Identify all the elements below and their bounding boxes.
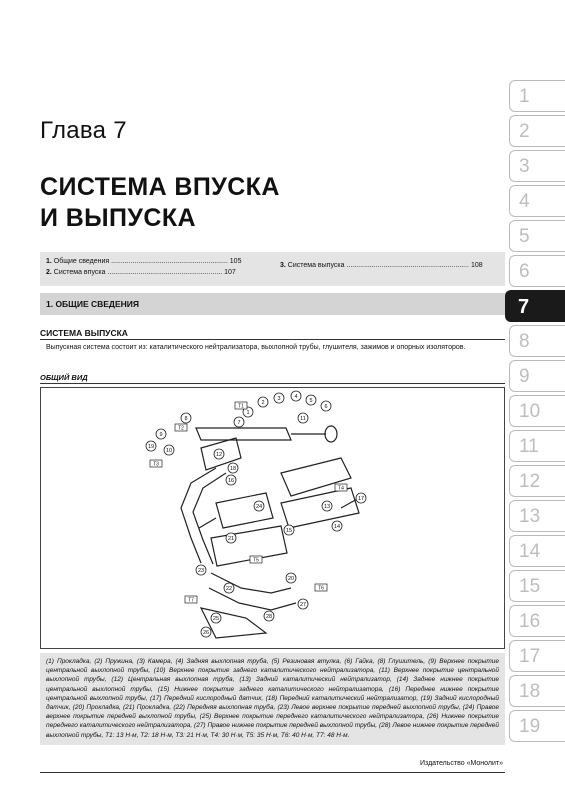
callout-number: 15 <box>285 528 293 534</box>
chapter-tab-14[interactable] <box>509 535 565 567</box>
callout-number: 1 <box>246 410 250 416</box>
chapter-tab-1[interactable] <box>509 80 565 112</box>
callout-number: 13 <box>323 504 331 510</box>
chapter-label: Глава 7 <box>40 117 127 144</box>
toc-item[interactable] <box>280 262 483 269</box>
figure-caption: (1) Прокладка, (2) Пружина, (3) Камера, (4) Задняя выхлопная труба, (5) Резиновая втулка, (6) Гайка, (8) Глушитель, (9) Верхнее покрытие центральной выхлопной трубы, (10) Верхнее покрытие заднего каталитического нейтрализатора, (11) Верхнее покрытие центральной выхлопной трубы, (12) Центральная выхлопная труба, (13) Задний каталитический нейтрализатор, (14) Заднее нижнее покрытие центральной выхлопной трубы, (15) Нижнее покрытие заднего каталитического нейтрализатора, (16) Переднее нижнее покрытие центральной выхлопной трубы, (17) Передний кислородный датчик, (18) Передний каталитический нейтрализатор, (19) Задний кислородный датчик, (20) Прокладка, (21) Прокладка, (22) Передняя выхлопная труба, (23) Левое верхнее покрытие передней выхлопной трубы, (24) Правое верхнее покрытие передней выхлопной трубы, (25) Верхнее покрытие переднего каталитического нейтрализатора, (26) Нижнее покрытие переднего каталитического нейтрализатора, (27) Правое нижнее покрытие передней выхлопной трубы, (28) Левое нижнее покрытие передней выхлопной трубы, Т1: 13 Н·м, Т2: 18 Н·м, Т3: 21 Н·м, Т4: 30 Н·м, Т5: 35 Н·м, Т6: 40 Н·м, Т7: 48 Н·м. <box>40 653 505 745</box>
callout-number: 9 <box>159 432 163 438</box>
toc-number: 2. <box>46 269 52 276</box>
chapter-tab-label: 15 <box>519 576 541 597</box>
toc-number: 3. <box>280 262 286 269</box>
chapter-tab-2[interactable] <box>509 115 565 147</box>
exhaust-system-diagram <box>40 387 505 649</box>
muffler-shape <box>196 428 291 440</box>
chapter-tab-6[interactable] <box>509 255 565 287</box>
callout-number: 2 <box>261 400 265 406</box>
torque-label: T2 <box>178 425 184 432</box>
callout-number: 21 <box>227 536 235 542</box>
callout-number: 24 <box>255 504 263 510</box>
footer-rule <box>40 772 505 773</box>
torque-label: T3 <box>153 461 159 468</box>
torque-label: T1 <box>238 403 244 410</box>
callout-number: 3 <box>277 396 281 402</box>
chapter-tab-label: 14 <box>519 541 541 562</box>
callout-number: 18 <box>229 466 237 472</box>
section-heading-bar <box>40 293 505 315</box>
front-pipe-edge <box>209 588 296 610</box>
center-pipe-edge <box>193 473 226 564</box>
figure-label-rule <box>40 383 505 384</box>
callout-number: 8 <box>184 416 188 422</box>
callout-number: 25 <box>212 616 220 622</box>
callout-number: 26 <box>202 630 210 636</box>
callout-number: 6 <box>324 404 328 410</box>
chapter-tab-11[interactable] <box>509 430 565 462</box>
oxygen-sensor-shape-2 <box>199 518 216 528</box>
torque-label: T7 <box>188 597 194 604</box>
chapter-tab-label: 12 <box>519 471 541 492</box>
chapter-tab-label: 3 <box>519 156 530 177</box>
table-of-contents <box>40 252 505 286</box>
chapter-title-line2: И ВЫПУСКА <box>40 204 196 232</box>
callout-number: 28 <box>265 614 273 620</box>
callout-number: 17 <box>357 496 365 502</box>
callout-number: 7 <box>237 420 241 426</box>
front-catalytic-shape <box>216 493 273 528</box>
chapter-tab-10[interactable] <box>509 395 565 427</box>
chapter-tab-18[interactable] <box>509 675 565 707</box>
toc-title: Общие сведения ............................................................ <box>53 258 228 265</box>
chapter-tab-label: 9 <box>519 366 530 387</box>
callout-number: 12 <box>215 452 223 458</box>
chapter-tab-9[interactable] <box>509 360 565 392</box>
chapter-tab-7[interactable] <box>505 290 565 322</box>
chapter-tab-label: 17 <box>519 646 541 667</box>
chapter-tab-19[interactable] <box>509 710 565 742</box>
torque-label: T6 <box>318 585 324 592</box>
chapter-tab-label: 5 <box>519 226 530 247</box>
callout-number: 16 <box>227 478 235 484</box>
chapter-tab-label: 6 <box>519 261 530 282</box>
subsection-rule <box>40 339 505 340</box>
chapter-tab-8[interactable] <box>509 325 565 357</box>
callout-number: 23 <box>197 568 205 574</box>
chapter-tab-label: 13 <box>519 506 541 527</box>
toc-number: 1. <box>46 258 52 265</box>
chapter-tab-4[interactable] <box>509 185 565 217</box>
subsection-title: СИСТЕМА ВЫПУСКА <box>40 328 128 338</box>
chapter-tab-label: 4 <box>519 191 530 212</box>
toc-item[interactable] <box>46 258 241 265</box>
rear-catalytic-cover <box>281 485 359 528</box>
callout-number: 19 <box>147 444 155 450</box>
chapter-tab-label: 11 <box>519 436 539 457</box>
toc-page: 108 <box>470 262 483 269</box>
chapter-tab-label: 19 <box>519 716 541 737</box>
torque-label: T4 <box>338 485 344 492</box>
chapter-tab-label: 18 <box>519 681 541 702</box>
chapter-tab-13[interactable] <box>509 500 565 532</box>
intro-paragraph: Выпускная система состоит из: каталитического нейтрализатора, выхлопной трубы, глушителя, зажимов и опорных изоляторов. <box>46 344 466 351</box>
chapter-tab-label: 8 <box>519 331 530 352</box>
callout-number: 14 <box>333 524 341 530</box>
callout-number: 5 <box>309 398 313 404</box>
toc-title: Система выпуска ............................................................... <box>287 262 469 269</box>
toc-item[interactable] <box>46 269 236 276</box>
chapter-tab-label: 16 <box>519 611 541 632</box>
chapter-tab-label: 1 <box>519 86 530 107</box>
section-title: 1. ОБЩИЕ СВЕДЕНИЯ <box>46 299 140 309</box>
publisher-footer: Издательство «Монолит» <box>419 760 503 767</box>
chapter-tab-15[interactable] <box>509 570 565 602</box>
callout-number: 20 <box>287 576 295 582</box>
toc-title: Система впуска ........................................................... <box>53 269 223 276</box>
chapter-tab-3[interactable] <box>509 150 565 182</box>
front-catalytic-cover <box>211 526 287 566</box>
front-pipe-shape <box>211 573 291 593</box>
chapter-tab-5[interactable] <box>509 220 565 252</box>
callout-number: 27 <box>299 602 307 608</box>
callout-number: 10 <box>165 448 173 454</box>
chapter-tab-12[interactable] <box>509 465 565 497</box>
exhaust-diagram-svg <box>41 388 504 648</box>
tailpipe-shape <box>325 426 337 442</box>
callout-number: 4 <box>294 394 298 400</box>
callout-number: 11 <box>300 416 306 422</box>
toc-page: 107 <box>224 269 236 276</box>
chapter-tab-16[interactable] <box>509 605 565 637</box>
toc-page: 105 <box>229 258 242 265</box>
chapter-title <box>40 172 280 234</box>
chapter-tab-label: 7 <box>518 296 530 318</box>
callout-number: 22 <box>225 586 233 592</box>
chapter-tab-label: 2 <box>519 121 530 142</box>
chapter-tab-label: 10 <box>519 401 541 422</box>
chapter-tab-17[interactable] <box>509 640 565 672</box>
torque-label: T5 <box>253 557 259 564</box>
figure-label: ОБЩИЙ ВИД <box>40 373 88 382</box>
chapter-title-line1: СИСТЕМА ВПУСКА <box>40 173 280 201</box>
